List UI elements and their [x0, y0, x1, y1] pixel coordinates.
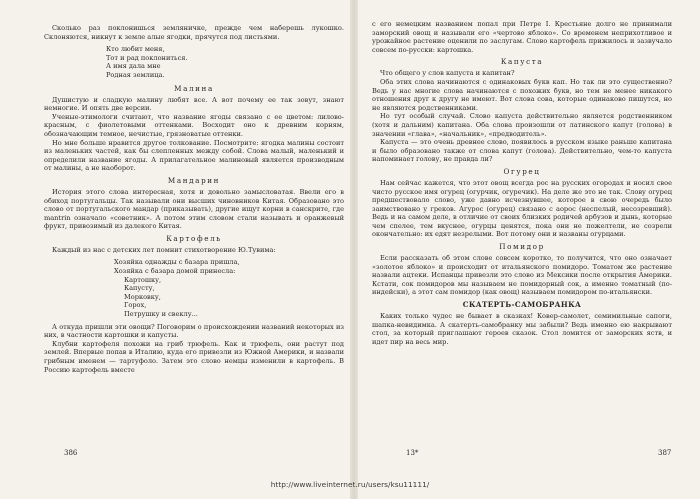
- kapusta-paragraph-4: Капуста — это очень древнее слово, появилось в русском языке раньше капитана и было образовано также от слова капут (голова). Действительно, чем-то капуста напоминает голову, не правда ли?: [372, 138, 672, 164]
- poem-line: Картошку,: [124, 275, 162, 284]
- kartofel-paragraph-1: Каждый из нас с детских лет помнит стихотворение Ю.Тувима:: [52, 245, 276, 254]
- kartofel-paragraph-2: А откуда пришли эти овощи? Поговорим о происхождении названий некоторых из них, в частности картошки и капусты.: [44, 322, 344, 340]
- poem-line: Морковку,: [124, 292, 161, 301]
- malina-paragraph-3: Но мне больше нравится другое толкование. Посмотрите: ягодка малины состоит из маленьких частей, как бы слепленных между собой. Слова малый, маленький и определили название ягоды. А прилагательное малиновый является производным от малины, а не наоборот.: [44, 138, 344, 173]
- section-title-mandarin: Мандарин: [167, 175, 221, 185]
- poem-line: Тот и рад поклониться.: [106, 53, 188, 62]
- pomidor-paragraph-1: Если рассказать об этом слове совсем коротко, то получится, что оно означает «золотое яблоко» и происходит от итальянского помидоро. Томатом же растение назвали ацтеки. Испанцы привезли это слово из Мексики после открытия Америки. Кстати, сок помидоров мы называем не помидорный сок, а именно томатный (по-индейски), а этот сам помидор (как овощ) называем помидором по-итальянски.: [372, 254, 672, 297]
- book-gutter: [350, 0, 358, 499]
- kapusta-paragraph-2: Оба этих слова начинаются с одинаковых букв кап. Но так ли это существенно? Ведь у нас многие слова начинаются с похожих букв, но тем не менее никакого отношения друг к другу не имеют. Вот слова сова, которые одинаково пишутся, но не являются родственниками.: [372, 77, 672, 112]
- section-title-ogurec: Огурец: [503, 166, 541, 176]
- right-page: [372, 0, 672, 480]
- kapusta-paragraph-1: Что общего у слов капуста и капитан?: [380, 69, 515, 78]
- left-page: [44, 0, 344, 480]
- printer-signature: 13*: [406, 449, 419, 457]
- poem-line: Родная землица.: [106, 70, 165, 79]
- kartofel-paragraph-3: Клубни картофеля похожи на гриб трюфель. Как и трюфель, они растут под землей. Впервые попав в Италию, куда его привезли из Южной Америки, и назвали грибным именем — тартуфоло. Затем это слово немцы изменили в картофель. В Россию картофель вместе: [44, 339, 344, 374]
- section-title-malina: Малина: [174, 83, 214, 93]
- poem-line: Хозяйка однажды с базара пришла,: [114, 258, 240, 267]
- poem-line: Петрушку и свеклу...: [124, 310, 198, 319]
- poem-line: Капусту,: [124, 284, 155, 293]
- right-lead-paragraph: с его немецким названием попал при Петре I. Крестьяне долго не принимали заморский овощ и называли его «чертово яблоко». Со временем неприхотливое и урожайное растение оценили по заслугам. Слово картофель прижилось и зазвучало совсем по-русски: картошка.: [372, 20, 672, 54]
- page-number-left: 386: [64, 449, 78, 457]
- tuwim-poem: [114, 258, 344, 318]
- source-watermark: http://www.liveinternet.ru/users/ksu11111/: [270, 480, 430, 489]
- mandarin-paragraph-1: История этого слова интересная, хотя и довольно замысловатая. Ввели его в обиход португальцы. Так называли они высших чиновников Китая. Образовано это слово от португальского мандар (приказывать), другие ищут корни в санскрите, где mantrin означало «советник». А потом этим словом стали называть и оранжевый фрукт, привозимый из далекого Китая.: [44, 187, 344, 231]
- poem-line: А имя дала мне: [106, 62, 161, 71]
- section-title-skatert: СКАТЕРТЬ-САМОБРАНКА: [462, 300, 582, 310]
- malina-paragraph-2: Ученые-этимологи считают, что название ягоды связано с ее цветом: лилово-красным, с фиолетовыми оттенками. Восходит оно к древним корням, обозначающим темное, нечистые, грязноватые оттенки.: [44, 112, 344, 138]
- strawberry-poem: [106, 45, 344, 79]
- poem-line: Горох,: [124, 301, 147, 310]
- section-title-kartofel: Картофель: [166, 233, 222, 243]
- section-title-pomidor: Помидор: [499, 242, 545, 252]
- ogurec-paragraph-1: Нам сейчас кажется, что этот овощ всегда рос на русских огородах и носил свое чисто русское имя огурец (огурчик, огуречик). На деле же это не так. Слову огурец предшествовало слово, уже давно исчезнувшее, которое в свою очередь было заимствовано у греков. Агурос (огурец) связано с аорос (неспелый, несозревший). Ведь и на самом деле, в отличие от своих близких родичей арбузов и дынь, которые чем спелее, тем вкуснее, огурцы ценятся, пока они не пожелтели, не созрели окончательно: их едят незрелыми. Вот потому они и названы огурцами.: [372, 178, 672, 239]
- section-title-kapusta: Капуста: [500, 57, 544, 67]
- page-number-right: 387: [658, 449, 672, 457]
- poem-line: Хозяйка с базара домой принесла:: [114, 267, 236, 276]
- poem-line: Кто любит меня,: [106, 45, 165, 54]
- left-intro-paragraph: Сколько раз поклонишься земляничке, прежде чем наберешь лукошко. Склоняются, никнут к земле алые ягодки, прячутся под листьями.: [44, 24, 344, 41]
- malina-paragraph-1: Душистую и сладкую малину любят все. А вот почему ее так зовут, знают немногие. И опять две версии.: [44, 95, 344, 113]
- kapusta-paragraph-3: Но тут особый случай. Слово капуста действительно является родственником (хотя и дальним) капитана. Оба слова произошли от латинского капут (голова) в значении «глава», «начальник», «предводитель».: [372, 112, 672, 138]
- skatert-paragraph-1: Каких только чудес не бывает в сказках! Ковер-самолет, семимильные сапоги, шапка-невидимка. А скатерть-самобранку мы забыли? Ведь именно ею накрывают стол, за который приглашают героев сказок. Стол ломится от заморских яств, и идет пир на весь мир.: [372, 312, 672, 346]
